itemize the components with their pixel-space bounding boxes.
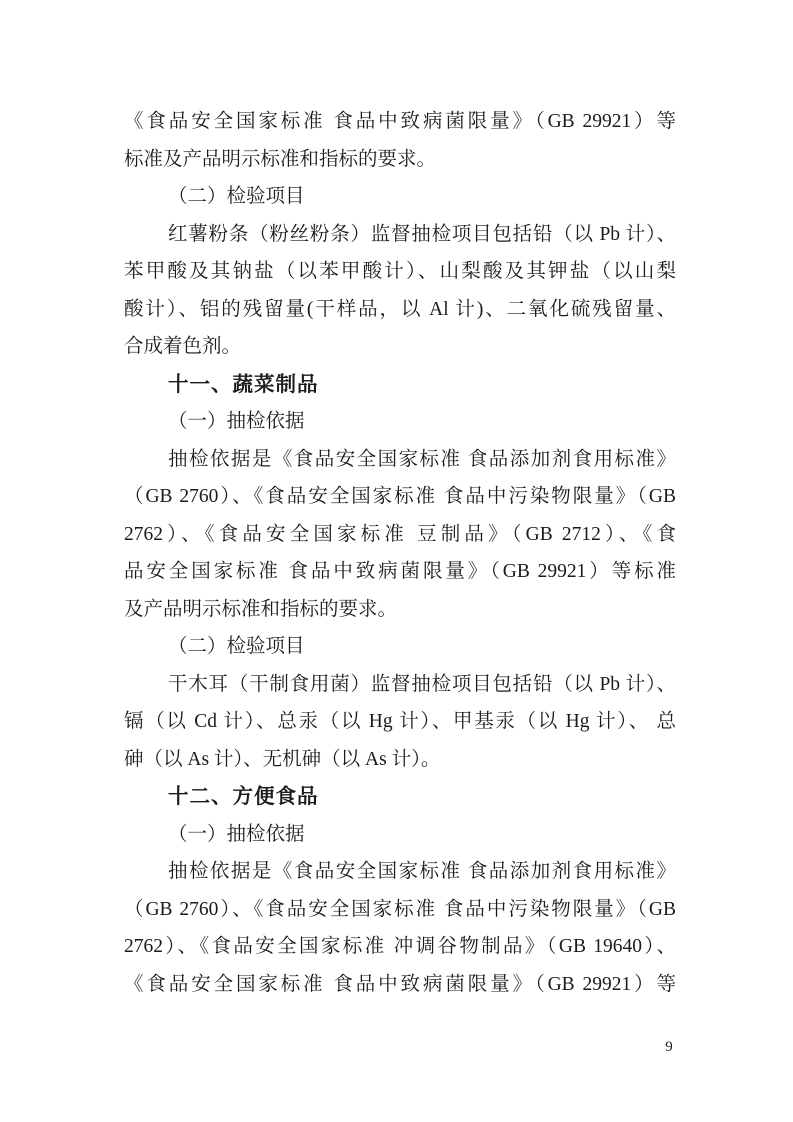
doc-line: 苯甲酸及其钠盐（以苯甲酸计）、山梨酸及其钾盐（以山梨 bbox=[124, 261, 676, 282]
doc-line: 镉（以 Cd 计）、总汞（以 Hg 计）、甲基汞（以 Hg 计）、 总 bbox=[124, 711, 676, 732]
doc-line: （GB 2760）、《食品安全国家标准 食品中污染物限量》（GB bbox=[124, 486, 676, 507]
doc-line: （GB 2760）、《食品安全国家标准 食品中污染物限量》（GB bbox=[124, 898, 676, 920]
doc-line: 《食品安全国家标准 食品中致病菌限量》（GB 29921）等 bbox=[124, 111, 676, 132]
doc-line: 及产品明示标准和指标的要求。 bbox=[124, 598, 398, 620]
document-body bbox=[124, 103, 676, 1003]
section-heading-11-vegetable-products: 十一、蔬菜制品 bbox=[168, 372, 319, 396]
page-number: 9 bbox=[665, 1039, 673, 1055]
doc-line: 酸计）、铝的残留量(干样品，以 Al 计)、二氧化硫残留量、 bbox=[124, 298, 676, 320]
doc-line: 标准及产品明示标准和指标的要求。 bbox=[124, 148, 437, 170]
doc-line: （一）抽检依据 bbox=[168, 823, 305, 845]
doc-line: 2762）、《食品安全国家标准 豆制品》（GB 2712）、《食 bbox=[124, 523, 676, 545]
doc-line: 抽检依据是《食品安全国家标准 食品添加剂食用标准》 bbox=[168, 448, 676, 470]
section-heading-12-instant-foods: 十二、方便食品 bbox=[168, 785, 319, 808]
doc-line: （二）检验项目 bbox=[168, 636, 305, 657]
doc-line: 抽检依据是《食品安全国家标准 食品添加剂食用标准》 bbox=[168, 861, 676, 882]
doc-line: 干木耳（干制食用菌）监督抽检项目包括铅（以 Pb 计）、 bbox=[168, 673, 676, 695]
doc-line: （一）抽检依据 bbox=[168, 411, 305, 432]
doc-line: 合成着色剂。 bbox=[124, 336, 242, 357]
doc-line: 《食品安全国家标准 食品中致病菌限量》（GB 29921）等 bbox=[124, 973, 676, 995]
doc-line: （二）检验项目 bbox=[168, 186, 305, 207]
doc-line: 2762）、《食品安全国家标准 冲调谷物制品》（GB 19640）、 bbox=[124, 936, 676, 957]
doc-line: 品安全国家标准 食品中致病菌限量》（GB 29921）等标准 bbox=[124, 561, 676, 582]
doc-line: 红薯粉条（粉丝粉条）监督抽检项目包括铅（以 Pb 计）、 bbox=[168, 223, 676, 245]
doc-line: 砷（以 As 计）、无机砷（以 As 计）。 bbox=[124, 748, 441, 770]
